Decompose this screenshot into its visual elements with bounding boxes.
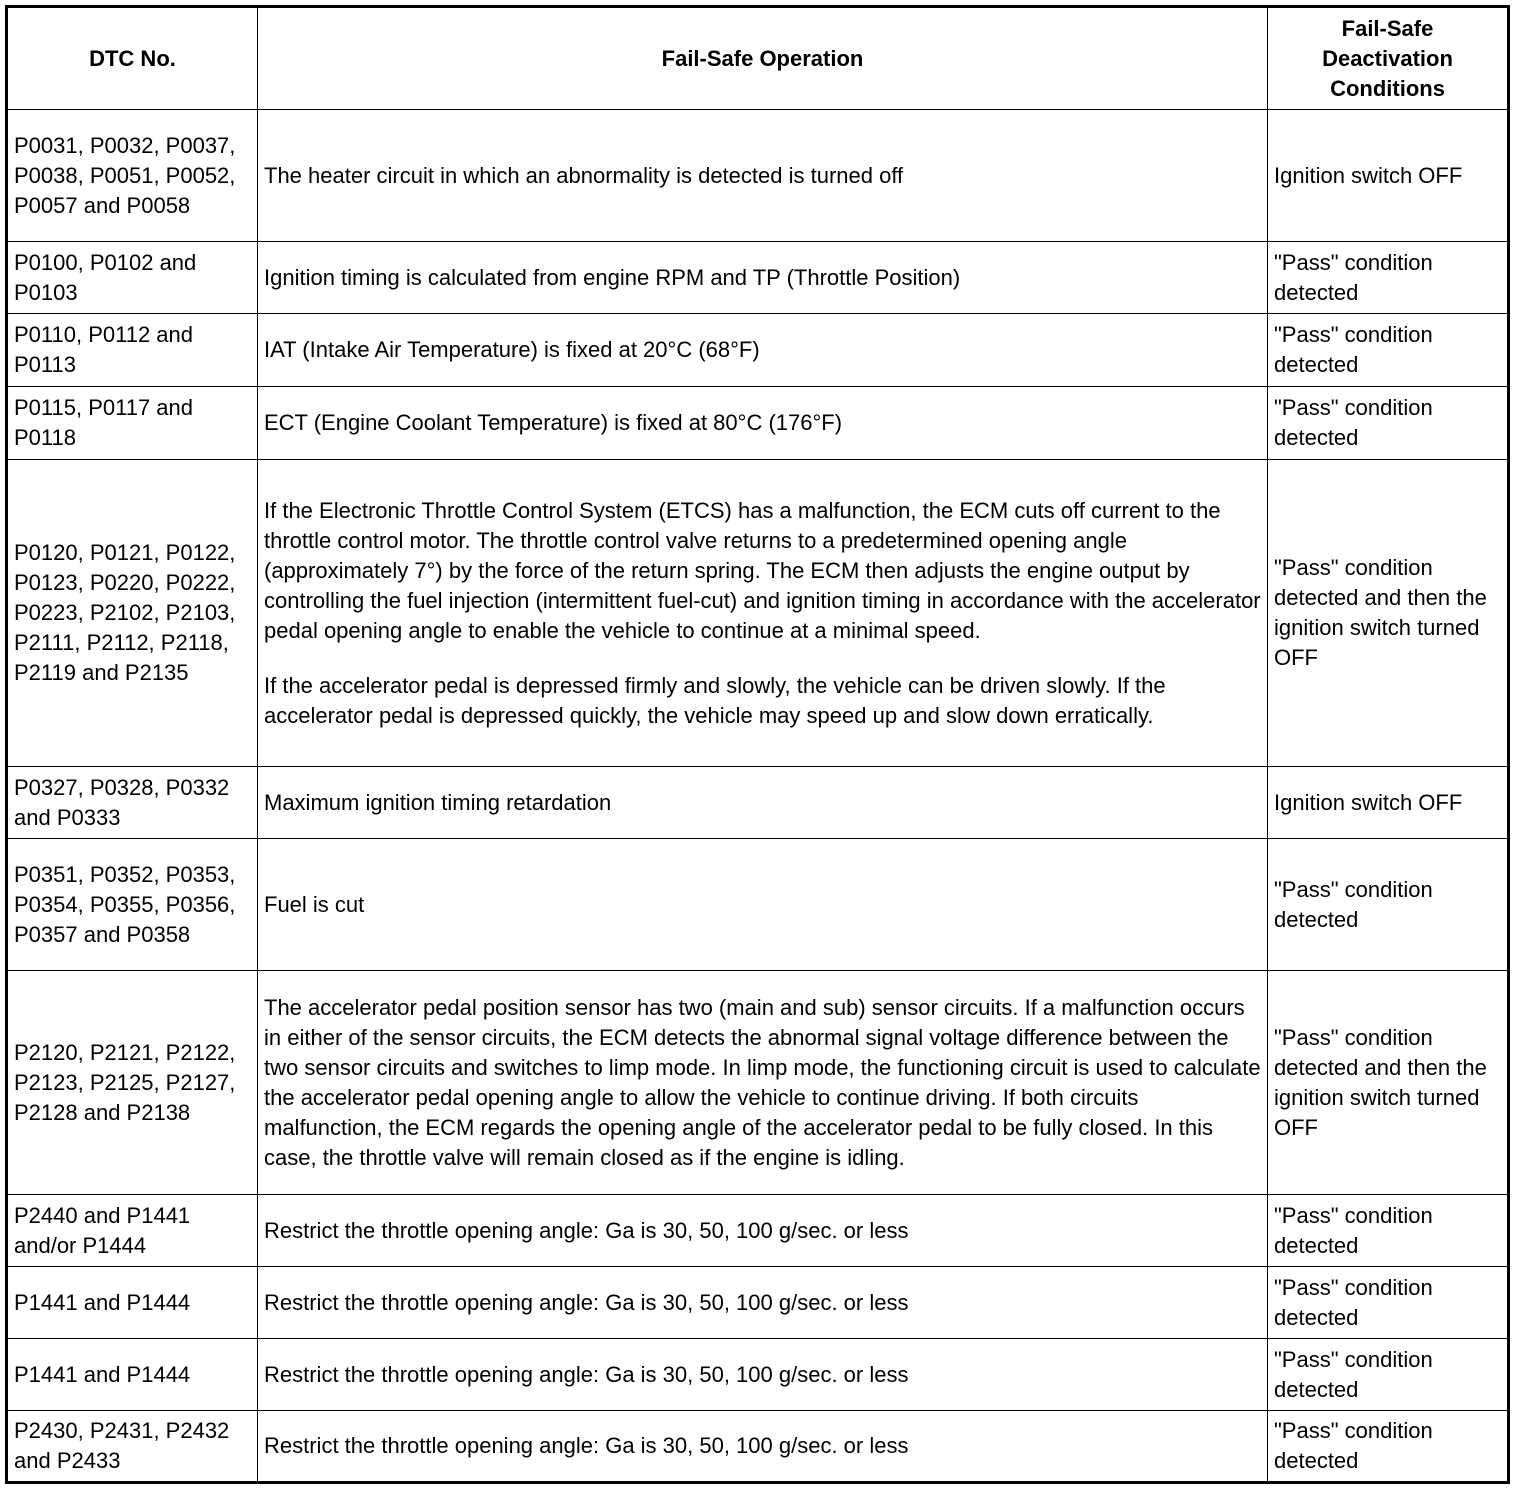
operation-cell [258,1411,1268,1483]
operation-paragraph: If the Electronic Throttle Control System (ETCS) has a malfunction, the ECM cuts off current to the throttle control motor. The throttle control valve returns to a predetermined opening angle (approximately 7°) by the force of the return spring. The ECM then adjusts the engine output by controlling the fuel injection (intermittent fuel-cut) and ignition timing in accordance with the accelerator pedal opening angle to enable the vehicle to continue at a minimal speed. [264,497,1261,643]
operation-paragraph: Fuel is cut [264,891,365,917]
table-row [7,839,1509,971]
operation-cell [258,767,1268,839]
dtc-cell: P1441 and P1444 [7,1267,258,1339]
deactivation-cell: "Pass" condition detected [1268,387,1509,460]
table-row [7,314,1509,387]
table-row [7,971,1509,1195]
header-row [7,7,1509,110]
operation-paragraph: The accelerator pedal position sensor has two (main and sub) sensor circuits. If a malfunction occurs in either of the sensor circuits, the ECM detects the abnormal signal voltage difference between the two sensor circuits and switches to limp mode. In limp mode, the functioning circuit is used to calculate the accelerator pedal opening angle to allow the vehicle to continue driving. If both circuits malfunction, the ECM regards the opening angle of the accelerator pedal to be fully closed. In this case, the throttle valve will remain closed as if the engine is idling. [264,994,1261,1170]
fail-safe-table [5,5,1510,1484]
dtc-cell: P0351, P0352, P0353, P0354, P0355, P0356, P0357 and P0358 [7,839,258,971]
operation-paragraph: Restrict the throttle opening angle: Ga is 30, 50, 100 g/sec. or less [264,1361,909,1387]
deactivation-cell: "Pass" condition detected [1268,839,1509,971]
operation-paragraph: Ignition timing is calculated from engine RPM and TP (Throttle Position) [264,264,961,290]
operation-paragraph: If the accelerator pedal is depressed firmly and slowly, the vehicle can be driven slowly. If the accelerator pedal is depressed quickly, the vehicle may speed up and slow down erratically. [264,672,1166,728]
table-row [7,460,1509,767]
deactivation-cell: "Pass" condition detected and then the ignition switch turned OFF [1268,460,1509,767]
operation-paragraph: The heater circuit in which an abnormality is detected is turned off [264,162,904,188]
dtc-cell: P0327, P0328, P0332 and P0333 [7,767,258,839]
dtc-cell: P2120, P2121, P2122, P2123, P2125, P2127, P2128 and P2138 [7,971,258,1195]
dtc-cell: P1441 and P1444 [7,1339,258,1411]
deactivation-cell: "Pass" condition detected and then the ignition switch turned OFF [1268,971,1509,1195]
dtc-cell: P2430, P2431, P2432 and P2433 [7,1411,258,1483]
operation-paragraph: Maximum ignition timing retardation [264,789,612,815]
table-row [7,110,1509,242]
operation-cell [258,1195,1268,1267]
table-row [7,242,1509,314]
dtc-cell: P0031, P0032, P0037, P0038, P0051, P0052, P0057 and P0058 [7,110,258,242]
deactivation-cell: Ignition switch OFF [1268,110,1509,242]
operation-paragraph: Restrict the throttle opening angle: Ga is 30, 50, 100 g/sec. or less [264,1217,909,1243]
operation-cell [258,971,1268,1195]
deactivation-cell: "Pass" condition detected [1268,1339,1509,1411]
table-row [7,387,1509,460]
header-operation: Fail-Safe Operation [258,7,1268,110]
table-row [7,767,1509,839]
operation-paragraph: ECT (Engine Coolant Temperature) is fixed at 80°C (176°F) [264,410,843,435]
table-row [7,1195,1509,1267]
dtc-cell: P0120, P0121, P0122, P0123, P0220, P0222, P0223, P2102, P2103, P2111, P2112, P2118, P2119 and P2135 [7,460,258,767]
table-row [7,1411,1509,1483]
dtc-cell: P0110, P0112 and P0113 [7,314,258,387]
operation-paragraph: Restrict the throttle opening angle: Ga is 30, 50, 100 g/sec. or less [264,1433,909,1458]
operation-paragraph: Restrict the throttle opening angle: Ga is 30, 50, 100 g/sec. or less [264,1289,909,1315]
operation-paragraph: IAT (Intake Air Temperature) is fixed at 20°C (68°F) [264,337,760,362]
dtc-cell: P2440 and P1441 and/or P1444 [7,1195,258,1267]
operation-cell [258,1339,1268,1411]
operation-cell [258,242,1268,314]
operation-cell [258,460,1268,767]
deactivation-cell: "Pass" condition detected [1268,314,1509,387]
header-dtc: DTC No. [7,7,258,110]
table-row [7,1267,1509,1339]
operation-cell [258,314,1268,387]
dtc-cell: P0115, P0117 and P0118 [7,387,258,460]
table-row [7,1339,1509,1411]
operation-cell [258,1267,1268,1339]
deactivation-cell: "Pass" condition detected [1268,1411,1509,1483]
operation-cell [258,839,1268,971]
operation-cell [258,110,1268,242]
dtc-cell: P0100, P0102 and P0103 [7,242,258,314]
deactivation-cell: "Pass" condition detected [1268,242,1509,314]
deactivation-cell: "Pass" condition detected [1268,1267,1509,1339]
deactivation-cell: Ignition switch OFF [1268,767,1509,839]
operation-cell [258,387,1268,460]
deactivation-cell: "Pass" condition detected [1268,1195,1509,1267]
header-deactivation: Fail-Safe Deactivation Conditions [1268,7,1509,110]
